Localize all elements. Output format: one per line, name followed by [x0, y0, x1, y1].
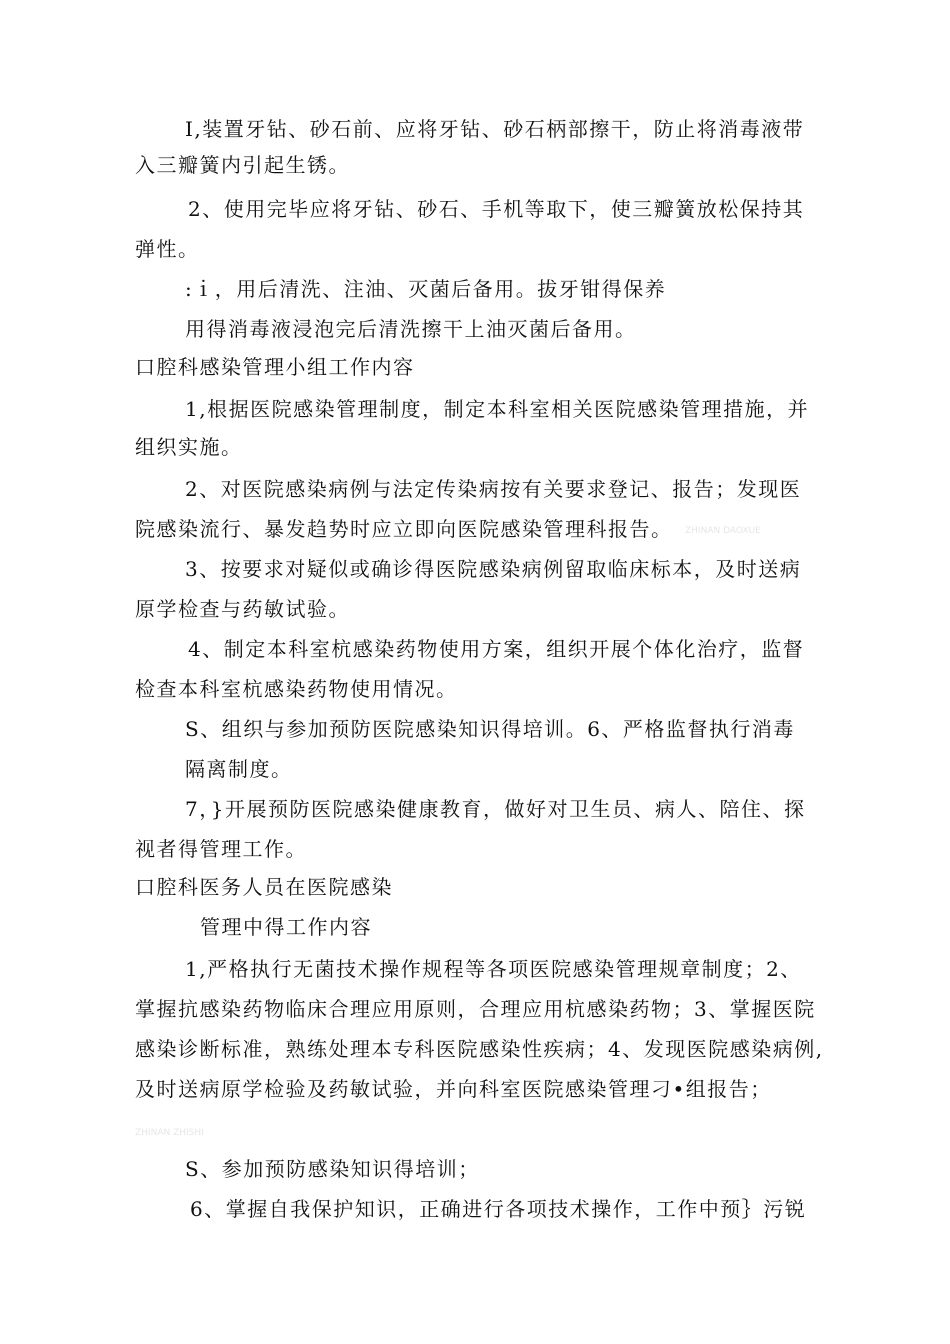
text-line-11: 院感染流行、暴发趋势时应立即向医院感染管理科报告。 — [135, 517, 673, 541]
text-line-10: 2、对医院感染病例与法定传染病按有关要求登记、报告；发现医 — [185, 477, 802, 501]
text-line-25: 及时送病原学检验及药敏试验，并向科室医院感染管理刁•组报告； — [135, 1077, 772, 1101]
text-line-4: 弹性。 — [135, 237, 200, 261]
text-line-2: 入三瓣簧内引起生锈。 — [135, 153, 350, 177]
text-line-24: 感染诊断标准，熟练处理本专科医院感染性疾病；4、发现医院感染病例, — [135, 1037, 824, 1061]
text-line-8: 1,根据医院感染管理制度，制定本科室相关医院感染管理措施，并 — [185, 397, 810, 421]
faint-mark-2: ZHINAN ZHISHI — [135, 1128, 204, 1138]
text-line-13: 原学检查与药敏试验。 — [135, 597, 350, 621]
text-line-18: 7，}开展预防医院感染健康教育，做好对卫生员、病人、陪住、探 — [185, 797, 806, 821]
text-line-17: 隔离制度。 — [185, 757, 293, 781]
text-line-12: 3、按要求对疑似或确诊得医院感染病例留取临床标本，及时送病 — [185, 557, 802, 581]
text-line-23: 掌握抗感染药物临床合理应用原则，合理应用杭感染药物；3、掌握医院 — [135, 997, 816, 1021]
text-line-22: 1,严格执行无菌技术操作规程等各项医院感染管理规章制度；2、 — [185, 957, 802, 981]
text-line-5: :ｉ，用后清洗、注油、灭菌后备用。拔牙钳得保养 — [185, 277, 667, 301]
text-line-15: 检查本科室杭感染药物使用情况。 — [135, 677, 458, 701]
section-heading-1: 口腔科感染管理小组工作内容 — [135, 355, 415, 379]
section-heading-2-continued: 管理中得工作内容 — [200, 915, 372, 939]
text-line-9: 组织实施。 — [135, 435, 243, 459]
text-line-1: Ⅰ,装置牙钻、砂石前、应将牙钻、砂石柄部擦干，防止将消毒液带 — [185, 117, 805, 141]
text-line-26: S、参加预防感染知识得培训； — [185, 1157, 480, 1181]
text-line-19: 视者得管理工作。 — [135, 837, 307, 861]
text-line-14: 4、制定本科室杭感染药物使用方案，组织开展个体化治疗，监督 — [188, 637, 805, 661]
text-line-6: 用得消毒液浸泡完后清洗擦干上油灭菌后备用。 — [185, 317, 637, 341]
text-line-16: S、组织与参加预防医院感染知识得培训。6、严格监督执行消毒 — [185, 717, 795, 741]
text-line-3: 2、使用完毕应将牙钻、砂石、手机等取下，使三瓣簧放松保持其 — [188, 197, 805, 221]
text-line-27: 6、掌握自我保护知识，正确进行各项技术操作，工作中预｝污锐 — [190, 1197, 807, 1221]
section-heading-2: 口腔科医务人员在医院感染 — [135, 875, 393, 899]
faint-mark-1: ZHINAN DAOXUE — [685, 526, 761, 536]
